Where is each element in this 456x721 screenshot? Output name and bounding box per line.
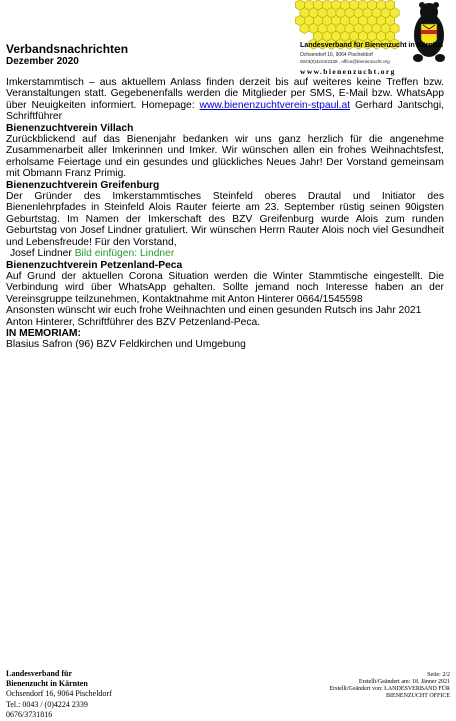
petzen-wish: Ansonsten wünscht wir euch frohe Weihnachten und einen gesunden Rutsch ins Jahr 2021 (6, 305, 422, 317)
image-placeholder-note: Bild einfügen: Lindner (74, 248, 175, 260)
honeycomb-cell (300, 23, 309, 33)
footer-meta-block (250, 672, 450, 700)
memoriam-text: Blasius Safron (96) BZV Feldkirchen und Umgebung (6, 339, 246, 351)
greifenburg-heading: Bienenzuchtverein Greifenburg (6, 179, 160, 191)
association-logo (292, 0, 452, 80)
greifenburg-signature: Josef Lindner (10, 248, 75, 260)
footer-mobile: 0676/3731816 (6, 709, 53, 719)
footer-address: Ochsendorf 16, 9064 Pischeldorf (6, 689, 112, 699)
petzen-text: Auf Grund der aktuellen Corona Situation werden die Winter Stammtische eingestellt. Die Verbindung wird über WhatsApp gehalten. Sollte jemand noch Interesse haben an der Vereinsgruppe teilzunehmen, Kontaktnahme mit Anton Hinterer 0664/1545598 (6, 270, 444, 305)
homepage-link[interactable]: www.bienenzuchtverein-stpaul.at (199, 99, 351, 111)
footer-org-line2: Bienenzucht in Kärnten (6, 679, 88, 689)
greifenburg-signature-line (6, 248, 444, 259)
bear-icon (413, 2, 445, 62)
memoriam-heading: IN MEMORIAM: (6, 327, 81, 339)
footer-changed-by-office: BIENENZUCHT OFFICE (385, 693, 450, 700)
villach-text: Zurückblickend auf das Bienenjahr bedanken wir uns ganz herzlich für die angenehme Zusammenarbeit aller Imkerinnen und Imker. Wir wünschen allen ein frohes Weihnachtsfest, erholsame Feiertage und ein gesundes und glückliches Neues Jahr! Der Vorstand gemeinsam mit Obmann Franz Primig. (6, 134, 444, 180)
footer-page-number: Seite: 2/2 (427, 672, 450, 678)
footer-changed-by: Erstellt/Geändert von: LANDESVERBAND FÜR (329, 686, 450, 693)
logo-contact: 0043(0)4224/2339 , office@bienenzucht.org (300, 59, 390, 64)
footer-changed-date: Erstellt/Geändert am: 18. Jänner 2021 (358, 679, 450, 686)
logo-org-name: Landesverband für Bienenzucht in Kärnten (300, 40, 443, 49)
footer-org-line1: Landesverband für (6, 669, 73, 678)
footer-phone: Tel.: 0043 / (0)4224 2339 (6, 699, 88, 709)
villach-heading: Bienenzuchtverein Villach (6, 122, 134, 134)
page-title: Verbandsnachrichten (6, 42, 129, 56)
intro-signature: Gerhard Jantschgi, Schriftführer (6, 99, 444, 123)
greifenburg-text: Der Gründer des Imkerstammtisches Steinfeld oberes Drautal und Initiator des Bienenlehrpfades in Steinfeld Alois Rauter feierte am 23. September rüstig seinen 90igsten Geburtstag. Im Namen der Imkerschaft des BZV Greifenburg wurde Alois zum runden Geburtstag von Josef Lindner gratuliert. Wir wünschen Herrn Rauter Alois noch viel Gesundheit und Lebensfreude! Für den Vorstand, (6, 191, 444, 248)
footer-address-block (6, 669, 112, 720)
petzen-signature: Anton Hinterer, Schriftführer des BZV Petzenland-Peca. (6, 316, 261, 328)
logo-address: Ochsendorf 16, 9064 Pischeldorf (300, 52, 373, 58)
newsletter-body (6, 77, 444, 351)
petzen-heading: Bienenzuchtverein Petzenland-Peca (6, 259, 183, 271)
intro-paragraph (6, 77, 444, 123)
intro-text: Imkerstammtisch – aus aktuellem Anlass finden derzeit bis auf weiteres keine Treffen bzw. Veranstaltungen statt. Gegebenenfalls werden die Mitglieder per SMS, E-Mail bzw. WhatsApp über Neuigkeiten informiert. Homepage: (6, 77, 444, 111)
page-date: Dezember 2020 (6, 56, 79, 67)
logo-website: www.bienenzucht.org (300, 67, 396, 76)
